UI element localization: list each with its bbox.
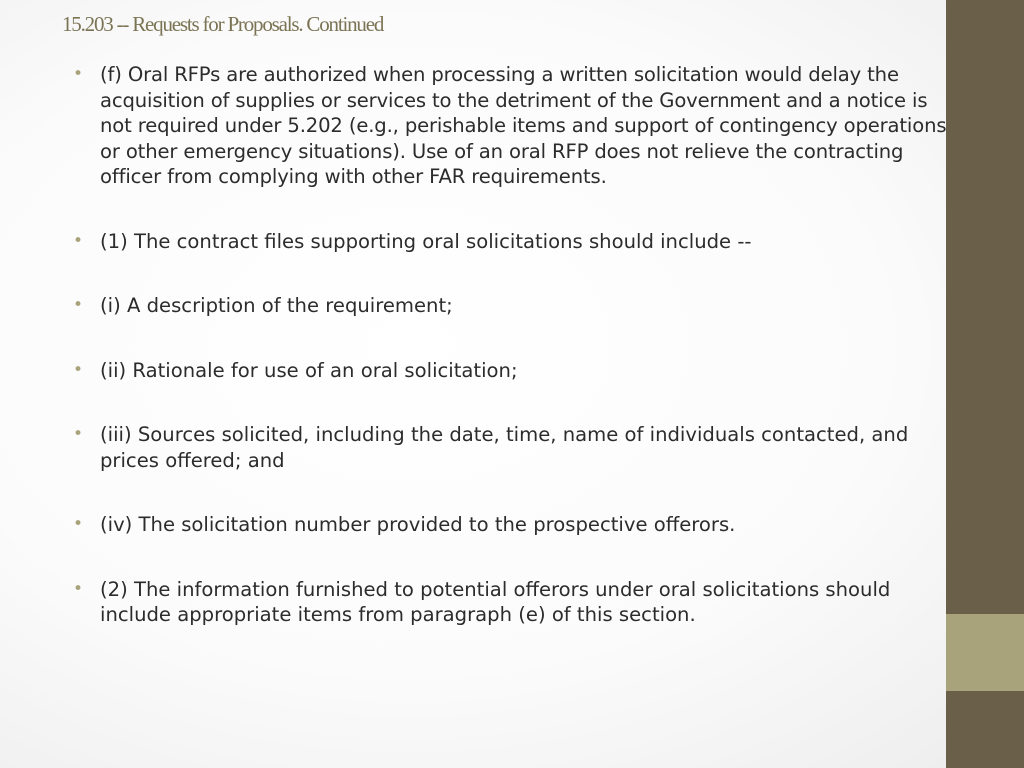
bullet-item [72, 512, 950, 538]
bullet-text: (iii) Sources solicited, including the date, time, name of individuals contacted, and prices offered; and [100, 423, 909, 472]
side-decoration-accent [946, 614, 1024, 691]
bullet-item [72, 293, 950, 319]
slide-title: 15.203 -- Requests for Proposals. Continued [62, 12, 384, 36]
bullet-item [72, 577, 950, 628]
bullet-item [72, 358, 950, 384]
bullet-text: (f) Oral RFPs are authorized when processing a written solicitation would delay the acquisition of supplies or services to the detriment of the Government and a notice is not required under 5.202 (e.g., perishable items and support of contingency operations or other emergency situations). Use of an oral RFP does not relieve the contracting officer from complying with other FAR requirements. [100, 63, 947, 188]
bullet-list [72, 62, 950, 628]
bullet-text: (i) A description of the requirement; [100, 294, 453, 317]
bullet-text: (1) The contract files supporting oral solicitations should include -- [100, 229, 752, 253]
bullet-text: (2) The information furnished to potential offerors under oral solicitations should include appropriate items from paragraph (e) of this section. [100, 577, 891, 626]
bullet-item [72, 229, 950, 255]
bullet-text: (ii) Rationale for use of an oral solicitation; [100, 358, 518, 382]
bullet-item [72, 62, 950, 190]
bullet-text: (iv) The solicitation number provided to the prospective offerors. [100, 513, 736, 536]
bullet-item [72, 422, 950, 473]
